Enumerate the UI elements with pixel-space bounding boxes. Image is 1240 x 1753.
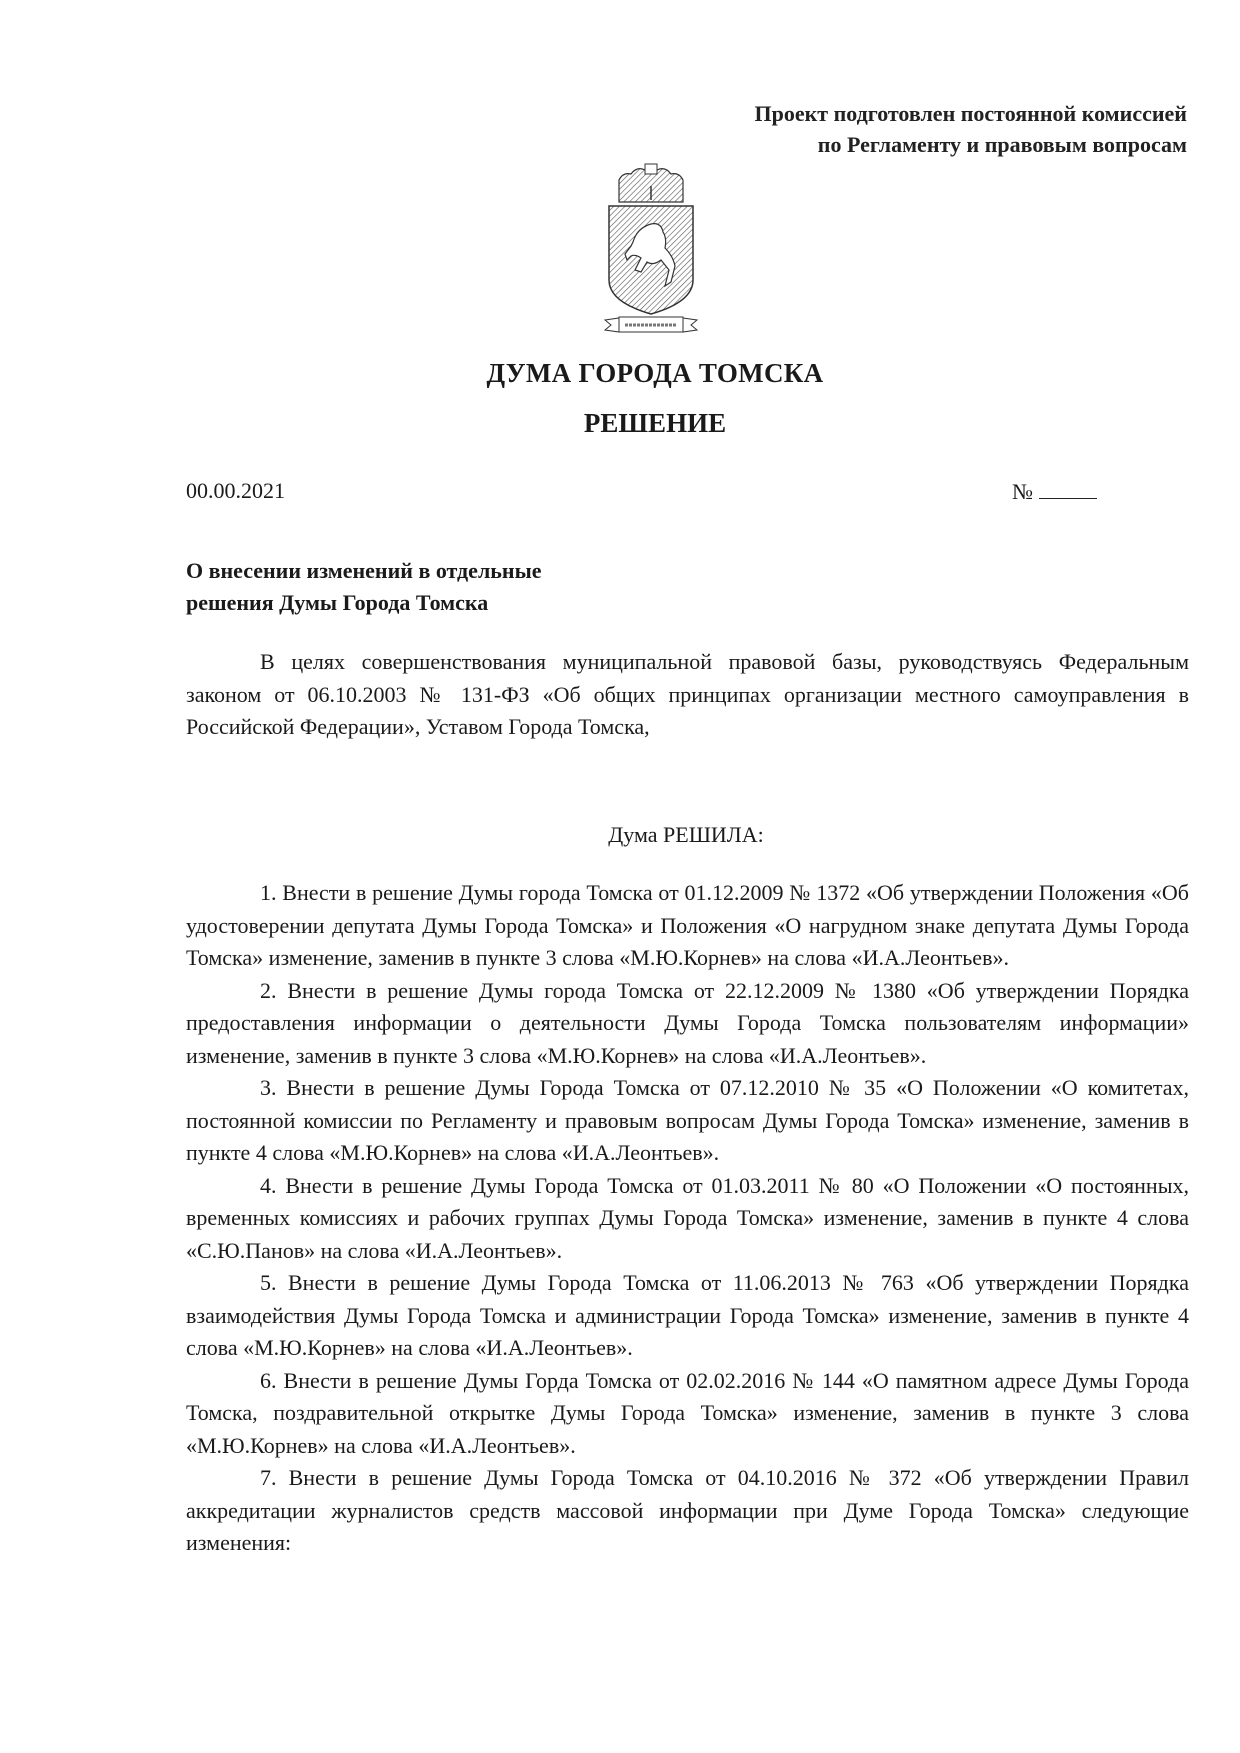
subject-line-1: О внесении изменений в отдельные [186,558,542,583]
resolution-item: 1. Внести в решение Думы города Томска от 01.12.2009 № 1372 «Об утверждении Положения «Об удостоверении депутата Думы Города Томска» и Положения «О нагрудном знаке депутата Думы Города Томска» изменение, заменив в пункте 3 слова «М.Ю.Корнев» на слова «И.А.Леонтьев». [186,880,1189,970]
resolution-heading: Дума РЕШИЛА: [608,822,764,847]
document-date: 00.00.2021 [186,478,285,503]
preamble-paragraph: В целях совершенствования муниципальной правовой базы, руководствуясь Федеральным законом от 06.10.2003 № 131-ФЗ «Об общих принципах организации местного самоуправления в Российской Федерации», Уставом Города Томска, [186,649,1189,739]
resolution-item: 4. Внести в решение Думы Города Томска от 01.03.2011 № 80 «О Положении «О постоянных, временных комиссиях и рабочих группах Думы Города Томска» изменение, заменив в пункте 4 слова «С.Ю.Панов» на слова «И.А.Леонтьев». [186,1172,1189,1263]
document-type-title: РЕШЕНИЕ [583,408,727,438]
number-label: № [1012,479,1033,504]
resolution-item: 3. Внести в решение Думы Города Томска от 07.12.2010 № 35 «О Положении «О комитетах, постоянной комиссии по Регламенту и правовым вопросам Думы Города Томска» изменение, заменив в пункте 4 слова «М.Ю.Корнев» на слова «И.А.Леонтьев». [186,1075,1189,1165]
number-blank-field [1039,478,1097,499]
organization-title: ДУМА ГОРОДА ТОМСКА [486,358,824,388]
resolution-item: 6. Внести в решение Думы Горда Томска от 02.02.2016 № 144 «О памятном адресе Думы Города Томска, поздравительной открытке Думы Города Томска» изменение, заменив в пункте 3 слова «М.Ю.Корнев» на слова «И.А.Леонтьев». [186,1367,1189,1458]
resolution-items [186,877,1189,1560]
prepared-by-line-1: Проект подготовлен постоянной комиссией [754,101,1187,126]
resolution-item: 5. Внести в решение Думы Города Томска от 11.06.2013 № 763 «Об утверждении Порядка взаимодействия Думы Города Томска и администрации Города Томска» изменение, заменив в пункте 4 слова «М.Ю.Корнев» на слова «И.А.Леонтьев». [186,1270,1189,1360]
prepared-by-note [754,98,1187,160]
document-number [1012,478,1097,505]
resolution-item: 2. Внести в решение Думы города Томска от 22.12.2009 № 1380 «Об утверждении Порядка предоставления информации о деятельности Думы Города Томска пользователям информации» изменение, заменив в пункте 3 слова «М.Ю.Корнев» на слова «И.А.Леонтьев». [186,977,1189,1068]
document-subject [186,555,542,619]
prepared-by-line-2: по Регламенту и правовым вопросам [817,132,1187,157]
subject-line-2: решения Думы Города Томска [186,590,489,615]
resolution-item: 7. Внести в решение Думы Города Томска от 04.10.2016 № 372 «Об утверждении Правил аккредитации журналистов средств массовой информации при Думе Города Томска» следующие изменения: [186,1465,1189,1555]
tomsk-coat-of-arms-icon [601,162,701,334]
